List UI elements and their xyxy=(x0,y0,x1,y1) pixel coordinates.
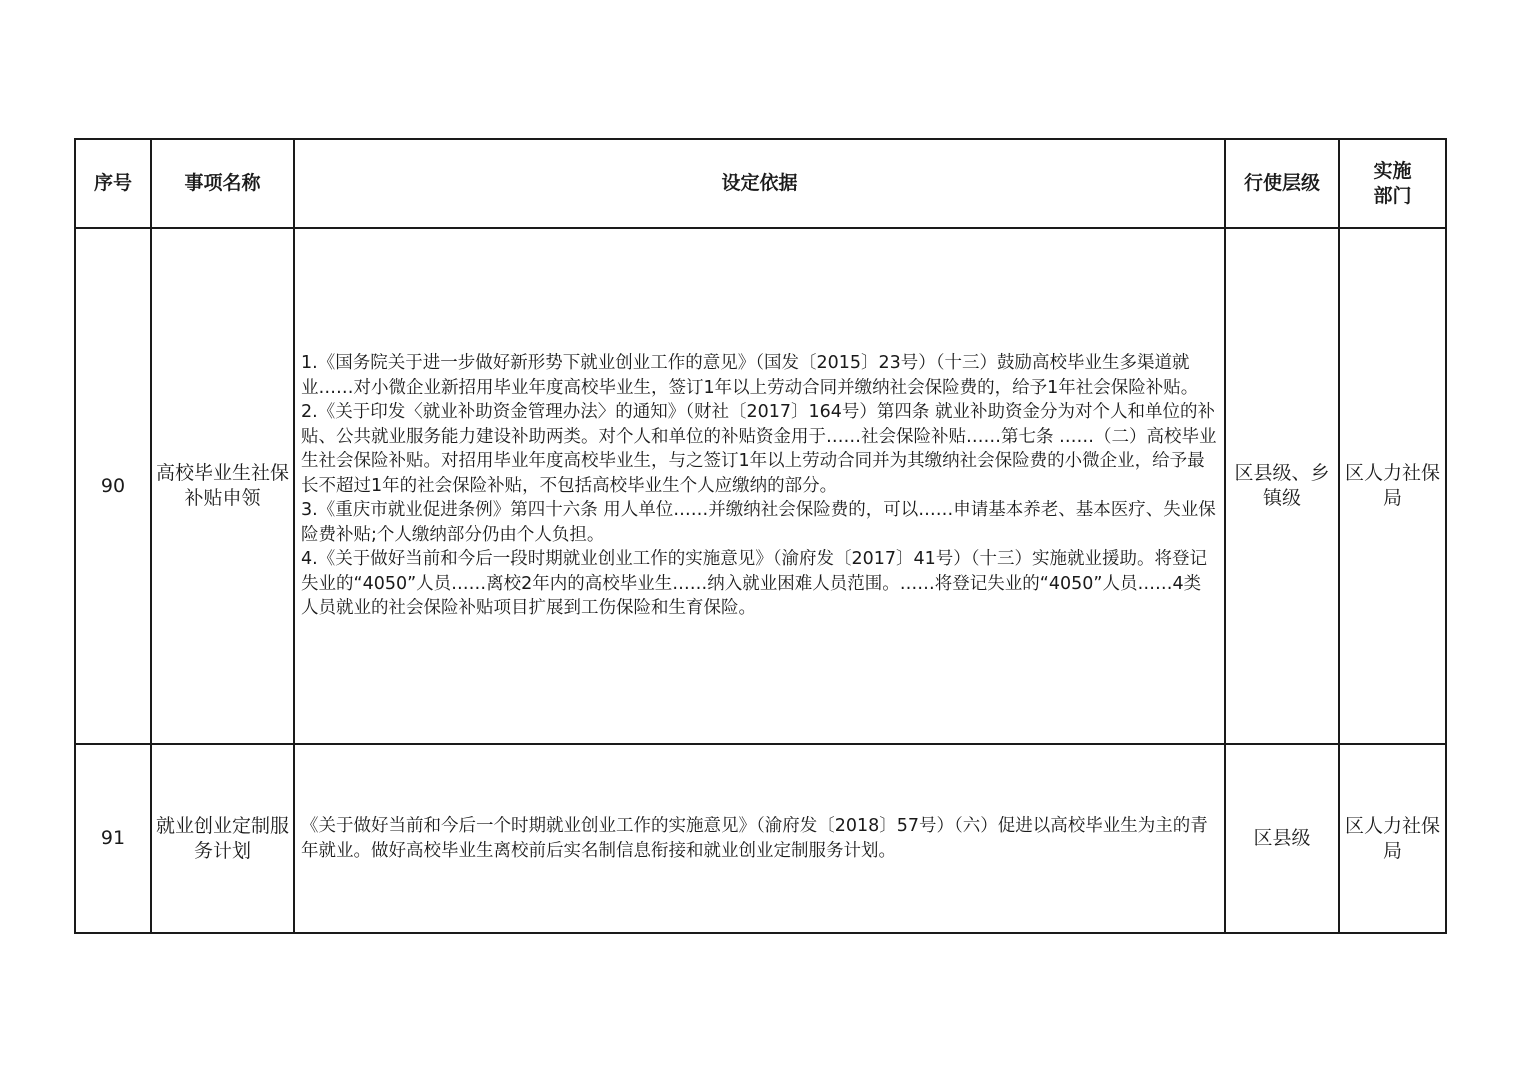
dept-text: 区人力社保局 xyxy=(1344,814,1440,862)
item-name-cell xyxy=(151,744,294,933)
header-dept-line1: 实施 xyxy=(1373,159,1412,182)
basis-cell xyxy=(294,228,1225,744)
header-name: 事项名称 xyxy=(151,139,294,228)
header-dept xyxy=(1339,139,1446,228)
level-cell xyxy=(1225,228,1339,744)
dept-cell xyxy=(1339,228,1446,744)
item-name: 就业创业定制服务计划 xyxy=(156,814,290,862)
level-text: 区县级 xyxy=(1253,827,1311,849)
header-dept-line2: 部门 xyxy=(1373,184,1412,207)
header-basis: 设定依据 xyxy=(294,139,1225,228)
dept-cell xyxy=(1339,744,1446,933)
header-seq: 序号 xyxy=(75,139,151,228)
header-level: 行使层级 xyxy=(1225,139,1339,228)
basis-paragraph: 1.《国务院关于进一步做好新形势下就业创业工作的意见》（国发〔2015〕23号）（十三）鼓励高校毕业生多渠道就业……对小微企业新招用毕业年度高校毕业生，签订1年以上劳动合同并缴纳社会保险费的，给予1年社会保险补贴。 xyxy=(301,353,1199,398)
level-text: 区县级、乡镇级 xyxy=(1234,462,1330,509)
basis-cell xyxy=(294,744,1225,933)
table-row xyxy=(75,228,1446,744)
dept-text: 区人力社保局 xyxy=(1344,462,1440,509)
seq-cell: 91 xyxy=(75,744,151,933)
basis-paragraph: 2.《关于印发〈就业补助资金管理办法〉的通知》（财社〔2017〕164号）第四条 就业补助资金分为对个人和单位的补贴、公共就业服务能力建设补助两类。对个人和单位的补贴资金用于……社会保险补贴……第七条 ……（二）高校毕业生社会保险补贴。对招用毕业年度高校毕业生，与之签订1年以上劳动合同并为其缴纳社会保险费的小微企业，给予最长不超过1年的社会保险补贴，不包括高校毕业生个人应缴纳的部分。 xyxy=(301,402,1217,496)
item-name: 高校毕业生社保补贴申领 xyxy=(156,462,290,509)
table-row xyxy=(75,744,1446,933)
basis-paragraph: 3.《重庆市就业促进条例》第四十六条 用人单位……并缴纳社会保险费的，可以……申请基本养老、基本医疗、失业保险费补贴;个人缴纳部分仍由个人负担。 xyxy=(301,500,1216,545)
basis-paragraph: 4.《关于做好当前和今后一段时期就业创业工作的实施意见》（渝府发〔2017〕41号）（十三）实施就业援助。将登记失业的“4050”人员……离校2年内的高校毕业生……纳入就业困难人员范围。……将登记失业的“4050”人员……4类人员就业的社会保险补贴项目扩展到工伤保险和生育保险。 xyxy=(301,549,1207,619)
seq-cell: 90 xyxy=(75,228,151,744)
header-row xyxy=(75,139,1446,228)
item-name-cell xyxy=(151,228,294,744)
basis-paragraph: 《关于做好当前和今后一个时期就业创业工作的实施意见》（渝府发〔2018〕57号）（六）促进以高校毕业生为主的青年就业。做好高校毕业生离校前后实名制信息衔接和就业创业定制服务计划。 xyxy=(301,816,1208,861)
items-table xyxy=(74,138,1447,934)
level-cell xyxy=(1225,744,1339,933)
